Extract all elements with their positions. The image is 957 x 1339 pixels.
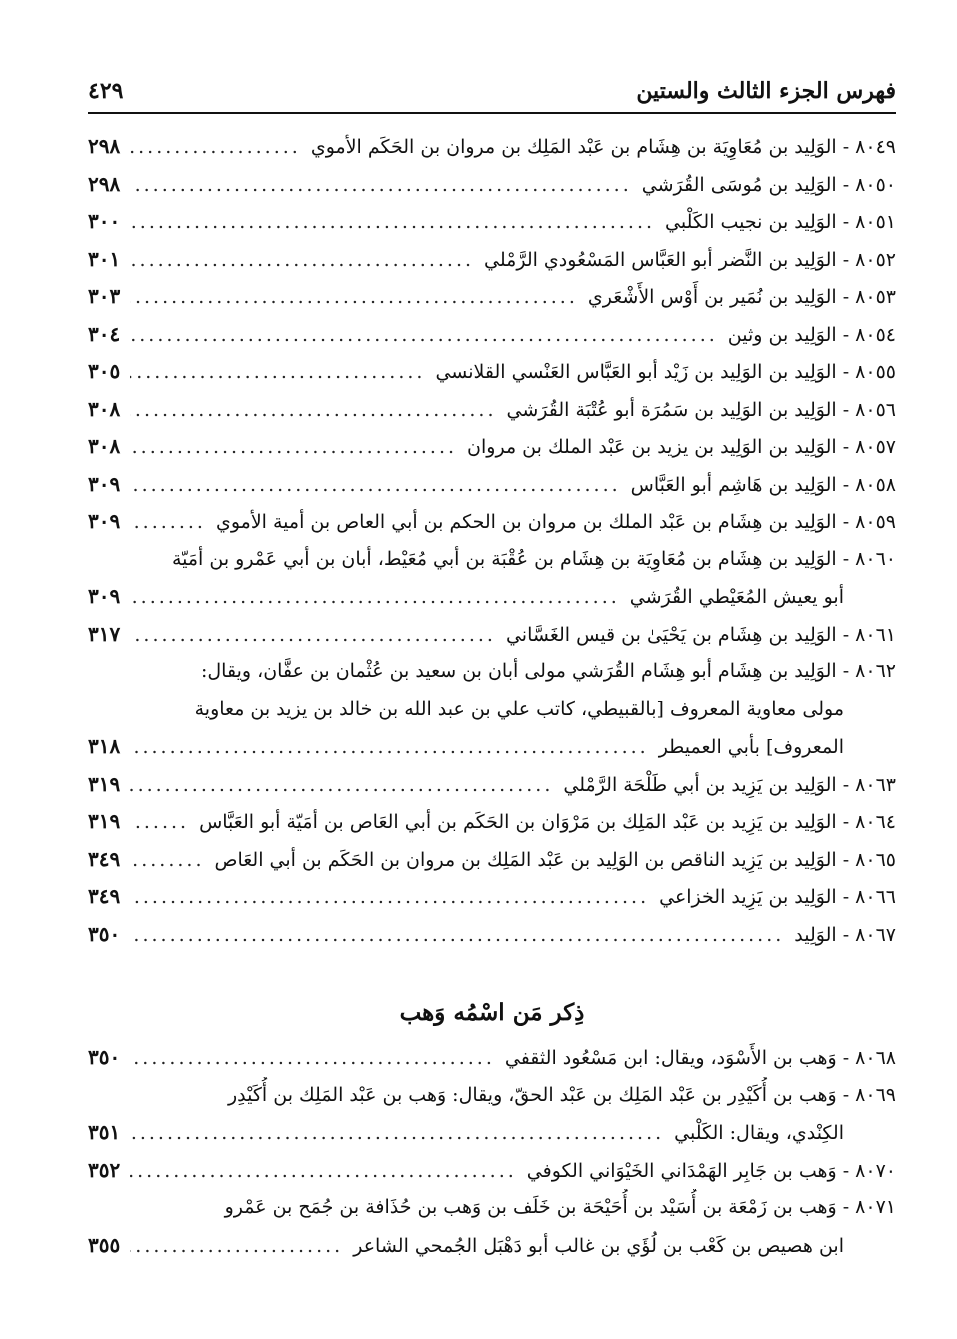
leader-dots (130, 1115, 664, 1153)
index-entry-line: ٨٠٦٢ - الوَلِيد بن هِشَام أبو هِشَام القُرَشي مولى أبان بن سعيد بن عُثْمان بن عفَّان، ويقال: (200, 660, 896, 682)
entry-page: ٣٠٠ (88, 209, 121, 233)
leader-dots (130, 504, 206, 542)
entry-page: ٣٥٠ (88, 1045, 121, 1069)
leader-dots (130, 1228, 343, 1266)
entry-page: ٣٠٨ (88, 434, 121, 458)
running-title: فهرس الجزء الثالث والستين (636, 78, 896, 104)
index-entry: ٨٠٥٩ - الوَلِيد بن هِشَام بن عَبْد الملك بن مروان بن الحكم بن أبي العاص بن أمية الأموي ..... ٣٠٩ (88, 503, 896, 541)
page-header (88, 60, 896, 104)
page-number: ٤٢٩ (88, 78, 124, 104)
index-entry-line: ٨٠٦٠ - الوَلِيد بن هِشَام بن مُعَاوِيَة بن هِشَام بن عُقْبَة بن أبي مُعَيْط، أبان بن أبي عَمْرو بن أمَيّة (171, 547, 896, 570)
entry-page: ٢٩٨ (88, 171, 121, 196)
leader-dots (130, 917, 784, 955)
leader-dots (130, 392, 496, 430)
leader-dots (130, 1040, 495, 1078)
index-entry: ٨٠٦٦ - الوَلِيد بن يَزِيد الخزاعي ..... ٣٤٩ (88, 878, 896, 916)
entry-page: ٣٠٥ (88, 359, 121, 383)
entry-page: ٣٠٩ (88, 584, 121, 608)
entry-page: ٣٥٥ (88, 1232, 121, 1257)
entry-page: ٣١٧ (88, 621, 121, 646)
index-entry: ٨٠٥٦ - الوَلِيد بن الوَلِيد بن سَمُرَة أبو عُتْبَة القُرَشي ..... ٣٠٨ (88, 391, 896, 429)
index-entry: ٨٠٥٨ - الوَلِيد بن هَاشِم أبو العَبَّاس ..... ٣٠٩ (88, 466, 896, 504)
index-entry-continuation: الكِنْدي، ويقال: الكَلْبي ..... ٣٥١ (88, 1114, 896, 1152)
entry-page: ٣٠٩ (88, 509, 121, 533)
entry-page: ٣١٩ (88, 771, 121, 796)
entry-page: ٣٤٩ (88, 884, 121, 908)
index-entry-line: مولى معاوية المعروف [بالقبيطي، كاتب علي بن عبد الله بن خالد بن يزيد بن معاوية (194, 697, 844, 720)
leader-dots (130, 129, 301, 167)
index-entry: ٨٠٥٥ - الوَلِيد بن الوَلِيد بن زَيْد أبو العَبَّاس العَنْسي القلانسي ..... ٣٠٥ (88, 353, 896, 391)
index-entry: ٨٠٥١ - الوَلِيد بن نجيب الكَلْبي ..... ٣٠٠ (88, 203, 896, 241)
leader-dots (130, 429, 457, 467)
index-entry-line: ٨٠٦٩ - وَهب بن أُكَيْدِر بن عَبْد المَلِك بن عَبْد الحقّ، ويقال: وَهب بن عَبْد المَلِك بن أُكَيْدِر (227, 1083, 896, 1106)
leader-dots (130, 579, 620, 617)
leader-dots (130, 279, 578, 317)
entry-page: ٣٠٨ (88, 396, 121, 421)
index-entry: ٨٠٦٨ - وَهب بن الأَسْوَد، ويقال: ابن مَسْعُود الثقفي ..... ٣٥٠ (88, 1039, 896, 1077)
index-entry: ٨٠٥٧ - الوَلِيد بن الوَلِيد بن يزيد بن عَبْد الملك بن مروان ..... ٣٠٨ (88, 428, 896, 466)
index-entry: ٨٠٥٣ - الوَلِيد بن نُمَير بن أَوْس الأَشْعَري ..... ٣٠٣ (88, 278, 896, 316)
index-entry: ٨٠٦١ - الوَلِيد بن هِشَام بن يَحْيَىٰ بن قيس الغَسَّاني ..... ٣١٧ (88, 616, 896, 654)
leader-dots (130, 767, 553, 805)
header-rule (88, 112, 896, 114)
section-heading: ذِكر مَن اسْمُه وَهب (399, 999, 585, 1026)
leader-dots (130, 617, 496, 655)
leader-dots (130, 354, 425, 392)
leader-dots (130, 842, 204, 880)
index-entry-continuation: ابن هصيص بن كَعْب بن لُؤَي بن غالب أبو دَهْبَل الجُمحي الشاعر ..... ٣٥٥ (88, 1227, 896, 1265)
leader-dots (130, 317, 718, 355)
entry-page: ٣١٩ (88, 809, 121, 833)
leader-dots (130, 879, 649, 917)
index-entry-continuation: أبو يعيش المُعَيْطي القُرَشي ..... ٣٠٩ (88, 578, 896, 616)
index-entry: ٨٠٥٤ - الوَلِيد بن وثين ..... ٣٠٤ (88, 316, 896, 354)
entry-page: ٣٠٩ (88, 471, 121, 496)
entry-page: ٣٠٣ (88, 284, 121, 308)
leader-dots (130, 467, 620, 505)
index-entry-line: ٨٠٧١ - وَهب بن زَمْعَة بن أُسَيْد بن أُحَيْحَة بن خَلَف بن وَهب بن حُذَافة بن جُمَح بن عَمْرو (224, 1196, 896, 1218)
entry-page: ٣٤٩ (88, 846, 121, 871)
index-entry: ٨٠٧٠ - وَهب بن جَابِر الهَمْدَاني الخَيْوَاني الكوفي ..... ٣٥٢ (88, 1152, 896, 1190)
index-entry: ٨٠٥٠ - الوَلِيد بن مُوسَى القُرَشي ..... ٢٩٨ (88, 166, 896, 204)
entry-page: ٣٥٠ (88, 921, 121, 946)
entry-page: ٣٥١ (88, 1120, 121, 1144)
entry-page: ٣٥٢ (88, 1157, 121, 1182)
leader-dots (130, 167, 632, 205)
entry-page: ٢٩٨ (88, 134, 121, 158)
index-entry: ٨٠٦٣ - الوَلِيد بن يَزِيد بن أبي طَلْحَة الرَّمْلي ..... ٣١٩ (88, 766, 896, 804)
index-entry: ٨٠٥٢ - الوَلِيد بن النَّضر أبو العَبَّاس المَسْعُودي الرَّمْلي ..... ٣٠١ (88, 241, 896, 279)
index-page (88, 60, 896, 1264)
entry-page: ٣١٨ (88, 734, 121, 758)
index-entry: ٨٠٤٩ - الوَلِيد بن مُعَاوِيَة بن هِشَام بن عَبْد المَلِك بن مروان بن الحَكَم الأموي ..... ٢٩٨ (88, 128, 896, 166)
index-entry: ٨٠٦٤ - الوَلِيد بن يَزِيد بن عَبْد المَلِك بن مَرْوَان بن الحَكَم بن أبي العَاص بن أمَيّة أبو العَبَّاس ..... ٣١٩ (88, 803, 896, 841)
index-entry: ٨٠٦٧ - الوَلِيد ..... ٣٥٠ (88, 916, 896, 954)
leader-dots (130, 204, 655, 242)
leader-dots (130, 242, 474, 280)
leader-dots (130, 804, 189, 842)
entry-page: ٣٠٤ (88, 321, 121, 346)
leader-dots (130, 729, 648, 767)
leader-dots (130, 1153, 517, 1191)
entry-page: ٣٠١ (88, 246, 121, 271)
index-entry-continuation: المعروف] بأبي العميطر ..... ٣١٨ (88, 728, 896, 766)
index-entry: ٨٠٦٥ - الوَلِيد بن يَزِيد الناقص بن الوَلِيد بن عَبْد المَلِك بن مروان بن الحَكَم بن أبي العَاص ..... ٣٤٩ (88, 841, 896, 879)
